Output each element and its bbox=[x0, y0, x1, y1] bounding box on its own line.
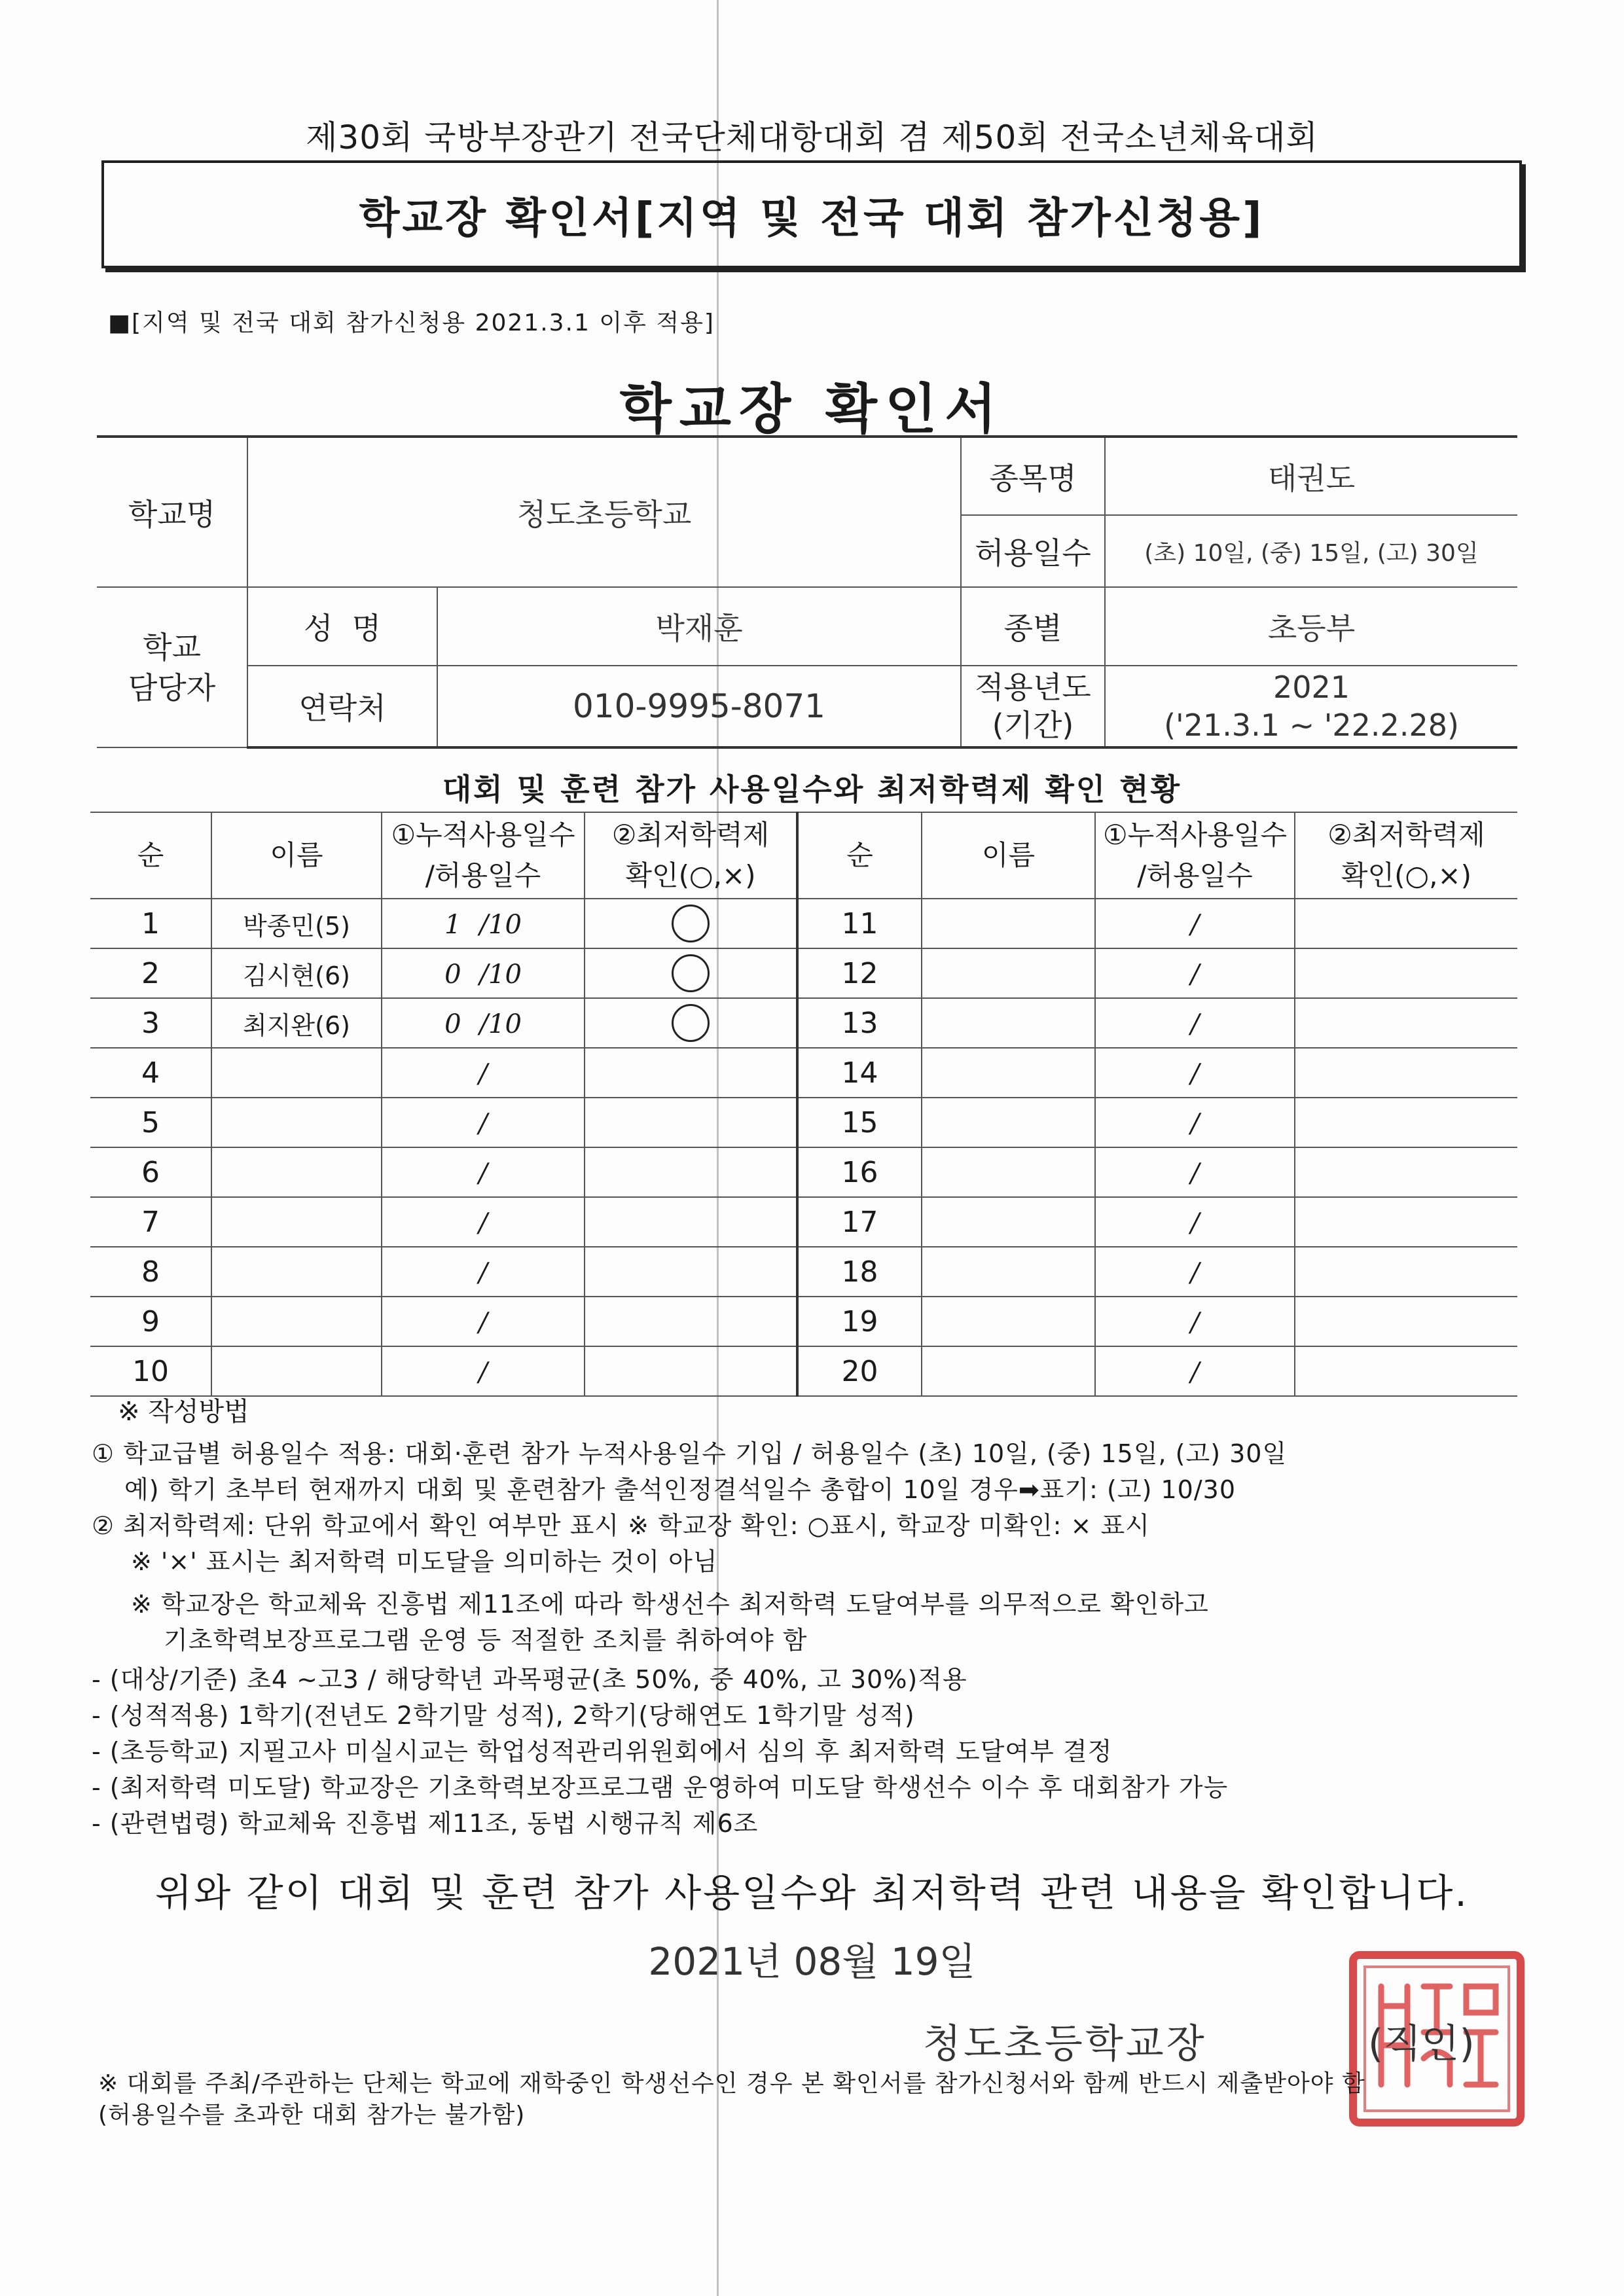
row-number bbox=[90, 1147, 211, 1197]
check-cell bbox=[585, 998, 797, 1048]
days-used-cell bbox=[1095, 1098, 1295, 1147]
athlete-name bbox=[922, 998, 1095, 1048]
method-line-4: ※ '×' 표시는 최저학력 미도달을 의미하는 것이 아님 bbox=[131, 1547, 718, 1576]
row-number bbox=[797, 1346, 922, 1396]
days-slash: / bbox=[1190, 1208, 1200, 1238]
row-number bbox=[797, 998, 922, 1048]
days-allowed-value: 10 bbox=[488, 959, 522, 990]
check-cell bbox=[1295, 1247, 1517, 1297]
row-number-text: 9 bbox=[141, 1304, 160, 1338]
sport-value: 태권도 bbox=[1105, 437, 1517, 515]
table-row bbox=[90, 899, 1517, 948]
days-slash: / bbox=[1190, 1257, 1200, 1288]
table-row bbox=[90, 1247, 1517, 1297]
row-number-text: 10 bbox=[132, 1354, 169, 1388]
row-number bbox=[90, 998, 211, 1048]
days-slash: / bbox=[478, 1357, 488, 1388]
row-number bbox=[797, 1048, 922, 1098]
days-slash: / bbox=[478, 1208, 488, 1238]
days-slash: / bbox=[479, 1009, 488, 1039]
athlete-name bbox=[211, 1147, 382, 1197]
athlete-name bbox=[211, 1247, 382, 1297]
event-title: 제30회 국방부장관기 전국단체대항대회 겸 제50회 전국소년체육대회 bbox=[306, 118, 1318, 156]
school-info-table bbox=[97, 435, 1517, 749]
row-number-text: 18 bbox=[841, 1255, 878, 1289]
method-title: ※ 작성방법 bbox=[118, 1397, 249, 1427]
athlete-name bbox=[922, 1346, 1095, 1396]
days-used-cell bbox=[1095, 1297, 1295, 1346]
document-title: 학교장 확인서 bbox=[619, 378, 1005, 440]
check-cell bbox=[585, 1247, 797, 1297]
row-number-text: 6 bbox=[141, 1155, 160, 1189]
athlete-name bbox=[922, 948, 1095, 998]
check-cell bbox=[585, 1048, 797, 1098]
check-cell bbox=[585, 1197, 797, 1247]
row-number-text: 12 bbox=[841, 956, 878, 990]
row-number bbox=[90, 1197, 211, 1247]
days-allowed-value: 10 bbox=[488, 1009, 522, 1039]
athlete-name bbox=[922, 1247, 1095, 1297]
days-used-cell bbox=[382, 948, 585, 998]
row-number-text: 17 bbox=[841, 1205, 878, 1239]
days-slash: / bbox=[1190, 909, 1200, 940]
athlete-name bbox=[922, 1048, 1095, 1098]
days-used-cell bbox=[1095, 899, 1295, 948]
year-value: 2021 bbox=[1272, 670, 1350, 705]
row-number bbox=[797, 1297, 922, 1346]
col-header-days-right: ①누적사용일수 /허용일수 bbox=[1095, 812, 1295, 899]
check-cell bbox=[1295, 998, 1517, 1048]
row-number-text: 4 bbox=[141, 1056, 160, 1090]
row-number bbox=[797, 1247, 922, 1297]
row-number bbox=[90, 1297, 211, 1346]
row-number bbox=[797, 1147, 922, 1197]
row-number-text: 5 bbox=[141, 1105, 160, 1139]
athlete-name bbox=[922, 899, 1095, 948]
status-section-title: 대회 및 훈련 참가 사용일수와 최저학력제 확인 현황 bbox=[442, 772, 1182, 807]
col-header-days: ①누적사용일수 /허용일수 bbox=[382, 812, 585, 899]
row-number-text: 13 bbox=[841, 1006, 878, 1040]
athlete-name-text: 최지완(6) bbox=[243, 1011, 350, 1040]
row-number-text: 20 bbox=[841, 1354, 878, 1388]
seal-label: (직인) bbox=[1368, 2021, 1475, 2067]
check-cell bbox=[1295, 1147, 1517, 1197]
table-row bbox=[90, 1297, 1517, 1346]
col-header-name-right: 이름 bbox=[922, 812, 1095, 899]
check-cell bbox=[1295, 899, 1517, 948]
days-used-cell bbox=[1095, 1048, 1295, 1098]
col-header-no: 순 bbox=[90, 812, 211, 899]
days-used-cell bbox=[382, 1048, 585, 1098]
athlete-name bbox=[211, 1098, 382, 1147]
days-used-cell bbox=[1095, 1147, 1295, 1197]
days-used-cell bbox=[382, 899, 585, 948]
athlete-name bbox=[922, 1098, 1095, 1147]
footnote-line-1: ※ 대회를 주최/주관하는 단체는 학교에 재학중인 학생선수인 경우 본 확인서를 참가신청서와 함께 반드시 제출받아야 함 bbox=[98, 2070, 1365, 2097]
days-used-cell bbox=[382, 1247, 585, 1297]
days-slash: / bbox=[478, 1307, 488, 1338]
athlete-status-table bbox=[90, 812, 1517, 1397]
row-number bbox=[797, 948, 922, 998]
days-slash: / bbox=[1190, 1158, 1200, 1189]
days-used-value: 0 bbox=[444, 959, 461, 990]
table-row bbox=[90, 1197, 1517, 1247]
col-header-name: 이름 bbox=[211, 812, 382, 899]
days-used-cell bbox=[1095, 1197, 1295, 1247]
athlete-name bbox=[211, 899, 382, 948]
row-number-text: 14 bbox=[841, 1056, 878, 1090]
check-cell bbox=[585, 899, 797, 948]
closing-statement: 위와 같이 대회 및 훈련 참가 사용일수와 최저학력 관련 내용을 확인합니다. bbox=[155, 1871, 1469, 1915]
athlete-name bbox=[211, 1297, 382, 1346]
days-slash: / bbox=[479, 959, 488, 990]
footnote bbox=[98, 2068, 1365, 2131]
allowed-days-label: 허용일수 bbox=[961, 515, 1105, 587]
athlete-name bbox=[922, 1297, 1095, 1346]
days-slash: / bbox=[1190, 1058, 1200, 1089]
method-line-11: - (관련법령) 학교체육 진흥법 제11조, 동법 시행규칙 제6조 bbox=[92, 1809, 759, 1838]
method-line-10: - (최저학력 미도달) 학교장은 기초학력보장프로그램 운영하여 미도달 학생선수 이수 후 대회참가 가능 bbox=[92, 1773, 1229, 1802]
days-slash: / bbox=[1190, 1307, 1200, 1338]
days-used-cell bbox=[1095, 1247, 1295, 1297]
days-used-cell bbox=[382, 998, 585, 1048]
col-header-check: ②최저학력제 확인(○,×) bbox=[585, 812, 797, 899]
form-title: 학교장 확인서[지역 및 전국 대회 참가신청용] bbox=[359, 194, 1265, 243]
issue-date: 2021년 08월 19일 bbox=[648, 1939, 976, 1984]
days-used-cell bbox=[382, 1346, 585, 1396]
days-slash: / bbox=[478, 1257, 488, 1288]
row-number bbox=[90, 1346, 211, 1396]
days-slash: / bbox=[478, 1158, 488, 1189]
row-number bbox=[90, 899, 211, 948]
days-slash: / bbox=[1190, 1357, 1200, 1388]
scope-note: ■[지역 및 전국 대회 참가신청용 2021.3.1 이후 적용] bbox=[108, 310, 715, 336]
check-cell bbox=[1295, 1197, 1517, 1247]
table-row bbox=[90, 948, 1517, 998]
days-used-value: 0 bbox=[444, 1009, 461, 1039]
year-cell bbox=[1105, 666, 1517, 747]
days-slash: / bbox=[478, 1108, 488, 1139]
school-name-value: 청도초등학교 bbox=[247, 437, 961, 587]
table-row bbox=[90, 1346, 1517, 1396]
days-slash: / bbox=[1190, 1108, 1200, 1139]
category-value: 초등부 bbox=[1105, 587, 1517, 666]
days-used-cell bbox=[1095, 998, 1295, 1048]
method-line-6: 기초학력보장프로그램 운영 등 적절한 조치를 취하여야 함 bbox=[164, 1626, 808, 1655]
check-cell bbox=[1295, 1346, 1517, 1396]
method-line-7: - (대상/기준) 초4 ~고3 / 해당학년 과목평균(초 50%, 중 40%, 고 30%)적용 bbox=[92, 1665, 967, 1694]
row-number bbox=[90, 948, 211, 998]
row-number-text: 8 bbox=[141, 1255, 160, 1289]
footnote-line-2: (허용일수를 초과한 대회 참가는 불가함) bbox=[98, 2102, 526, 2128]
check-cell bbox=[585, 948, 797, 998]
days-allowed-value: 10 bbox=[488, 909, 522, 940]
row-number-text: 11 bbox=[841, 906, 878, 941]
athlete-name-text: 김시현(6) bbox=[243, 961, 350, 990]
form-title-box bbox=[101, 160, 1522, 268]
contact-label: 연락처 bbox=[247, 666, 437, 747]
table-row bbox=[90, 1147, 1517, 1197]
principal-title: 청도초등학교장 bbox=[923, 2021, 1207, 2067]
check-circle-icon bbox=[672, 954, 710, 992]
days-slash: / bbox=[1190, 1009, 1200, 1039]
allowed-days-value: (초) 10일, (중) 15일, (고) 30일 bbox=[1105, 515, 1517, 587]
athlete-name bbox=[211, 1048, 382, 1098]
days-slash: / bbox=[1190, 959, 1200, 990]
row-number-text: 2 bbox=[141, 956, 160, 990]
table-row bbox=[90, 998, 1517, 1048]
athlete-name bbox=[211, 998, 382, 1048]
athlete-name-text: 박종민(5) bbox=[243, 911, 350, 941]
check-cell bbox=[1295, 1297, 1517, 1346]
row-number-text: 16 bbox=[841, 1155, 878, 1189]
days-used-cell bbox=[382, 1098, 585, 1147]
year-label: 적용년도 (기간) bbox=[961, 666, 1105, 747]
category-label: 종별 bbox=[961, 587, 1105, 666]
row-number-text: 15 bbox=[841, 1105, 878, 1139]
method-line-9: - (초등학교) 지필고사 미실시교는 학업성적관리위원회에서 심의 후 최저학력 도달여부 결정 bbox=[92, 1737, 1113, 1766]
col-header-no-right: 순 bbox=[797, 812, 922, 899]
manager-label: 학교 담당자 bbox=[97, 587, 247, 747]
col-header-check-right: ②최저학력제 확인(○,×) bbox=[1295, 812, 1517, 899]
method-line-1: ① 학교급별 허용일수 적용: 대회·훈련 참가 누적사용일수 기입 / 허용일수 (초) 10일, (중) 15일, (고) 30일 bbox=[92, 1439, 1288, 1468]
days-slash: / bbox=[478, 1058, 488, 1089]
table-row bbox=[90, 1048, 1517, 1098]
row-number-text: 1 bbox=[141, 906, 160, 941]
days-used-cell bbox=[382, 1147, 585, 1197]
row-number-text: 3 bbox=[141, 1006, 160, 1040]
athlete-name bbox=[922, 1147, 1095, 1197]
days-slash: / bbox=[479, 909, 488, 940]
athlete-name bbox=[211, 1346, 382, 1396]
contact-value: 010-9995-8071 bbox=[437, 666, 961, 747]
row-number bbox=[797, 1197, 922, 1247]
row-number-text: 19 bbox=[841, 1304, 878, 1338]
row-number bbox=[90, 1098, 211, 1147]
check-cell bbox=[585, 1297, 797, 1346]
check-cell bbox=[585, 1346, 797, 1396]
days-used-cell bbox=[1095, 1346, 1295, 1396]
check-cell bbox=[585, 1147, 797, 1197]
method-line-5: ※ 학교장은 학교체육 진흥법 제11조에 따라 학생선수 최저학력 도달여부를 의무적으로 확인하고 bbox=[131, 1590, 1209, 1619]
athlete-name bbox=[211, 948, 382, 998]
row-number bbox=[797, 899, 922, 948]
athlete-name bbox=[211, 1197, 382, 1247]
check-cell bbox=[1295, 948, 1517, 998]
athlete-name bbox=[922, 1197, 1095, 1247]
days-used-value: 1 bbox=[444, 909, 461, 940]
row-number bbox=[90, 1247, 211, 1297]
check-cell bbox=[1295, 1098, 1517, 1147]
manager-name-label: 성 명 bbox=[247, 587, 437, 666]
days-used-cell bbox=[1095, 948, 1295, 998]
sport-label: 종목명 bbox=[961, 437, 1105, 515]
period-value: ('21.3.1 ~ '22.2.28) bbox=[1164, 708, 1459, 743]
school-name-label: 학교명 bbox=[97, 437, 247, 587]
method-line-2: 예) 학기 초부터 현재까지 대회 및 훈련참가 출석인정결석일수 총합이 10일 경우➡표기: (고) 10/30 bbox=[124, 1475, 1236, 1504]
row-number bbox=[90, 1048, 211, 1098]
row-number-text: 7 bbox=[141, 1205, 160, 1239]
check-cell bbox=[1295, 1048, 1517, 1098]
table-row bbox=[90, 1098, 1517, 1147]
method-line-3: ② 최저학력제: 단위 학교에서 확인 여부만 표시 ※ 학교장 확인: ○표시, 학교장 미확인: × 표시 bbox=[92, 1511, 1150, 1540]
check-circle-icon bbox=[672, 1004, 710, 1042]
days-used-cell bbox=[382, 1297, 585, 1346]
method-line-8: - (성적적용) 1학기(전년도 2학기말 성적), 2학기(당해연도 1학기말 성적) bbox=[92, 1701, 915, 1730]
manager-name-value: 박재훈 bbox=[437, 587, 961, 666]
check-cell bbox=[585, 1098, 797, 1147]
row-number bbox=[797, 1098, 922, 1147]
check-circle-icon bbox=[672, 905, 710, 942]
days-used-cell bbox=[382, 1197, 585, 1247]
